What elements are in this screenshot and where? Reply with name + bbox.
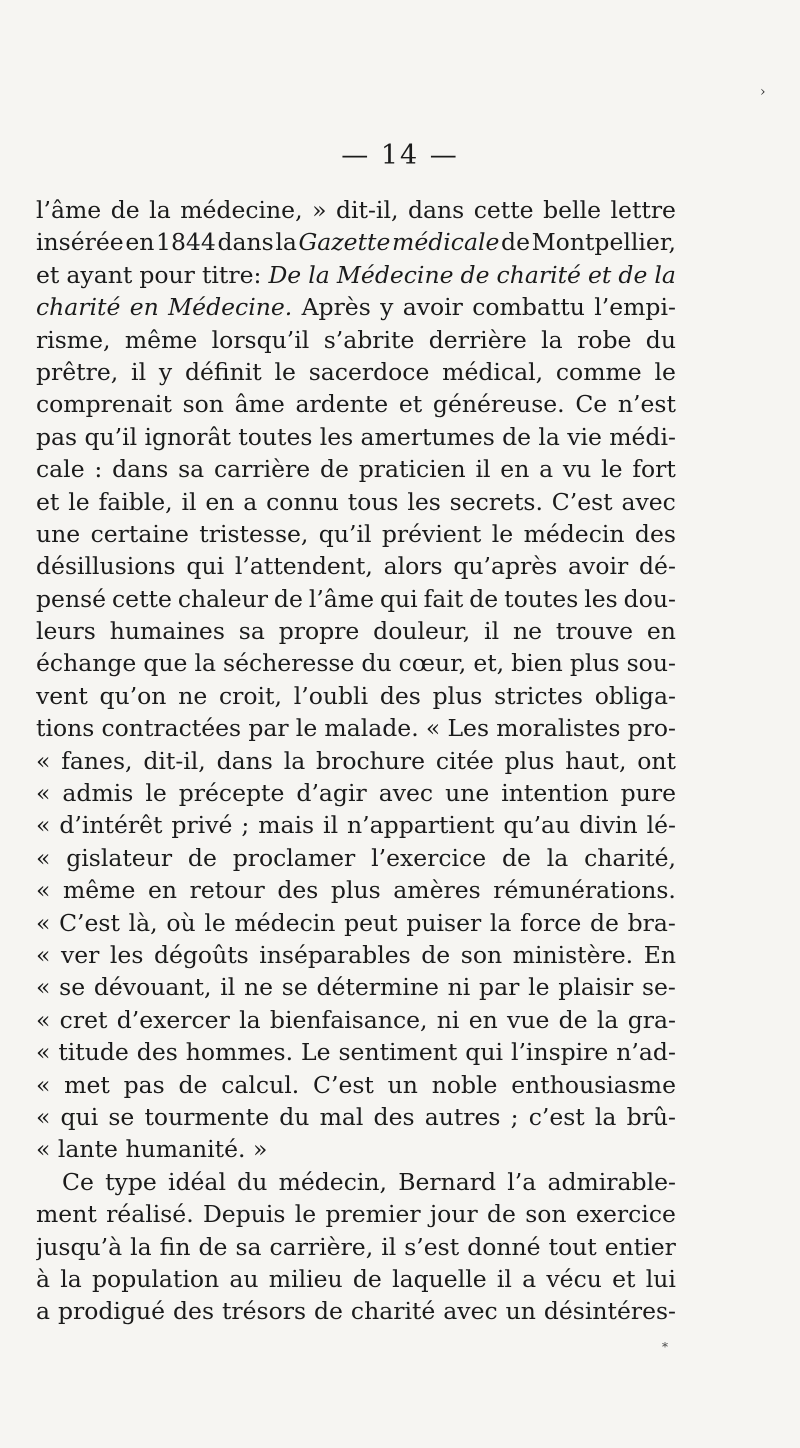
text-line: pensé cette chaleur de l’âme qui fait de toutes les dou- [36, 584, 676, 613]
text-line: « titude des hommes. Le sentiment qui l’inspire n’ad- [36, 1038, 676, 1067]
text-line: tions contractées par le malade. « Les moralistes pro- [36, 714, 676, 743]
body-text [36, 194, 676, 1328]
text-line: « se dévouant, il ne se détermine ni par le plaisir se- [36, 973, 676, 1002]
text-line: « même en retour des plus amères rémunérations. [36, 876, 676, 905]
text-line: jusqu’à la fin de sa carrière, il s’est donné tout entier [36, 1232, 676, 1261]
text-line: « cret d’exercer la bienfaisance, ni en vue de la gra- [36, 1005, 676, 1034]
text-line: et le faible, il en a connu tous les secrets. C’est avec [36, 487, 676, 516]
text-line: charité en Médecine. Après y avoir combattu l’empi- [36, 293, 676, 322]
text-line: « qui se tourmente du mal des autres ; c’est la brû- [36, 1102, 676, 1131]
text-line: à la population au milieu de laquelle il a vécu et lui [36, 1264, 676, 1293]
text-line: « lante humanité. » [36, 1135, 268, 1164]
text-line: échange que la sécheresse du cœur, et, bien plus sou- [36, 649, 676, 678]
text-line: une certaine tristesse, qu’il prévient le médecin des [36, 519, 676, 548]
text-line: a prodigué des trésors de charité avec un désintéres- [36, 1297, 676, 1326]
text-line: risme, même lorsqu’il s’abrite derrière la robe du [36, 325, 676, 354]
text-line: « d’intérêt privé ; mais il n’appartient qu’au divin lé- [36, 811, 676, 840]
text-line: leurs humaines sa propre douleur, il ne trouve en [36, 617, 676, 646]
text-line: ment réalisé. Depuis le premier jour de son exercice [36, 1200, 676, 1229]
text-line: insérée en 1844 dans la Gazette médicale de Montpellier, [36, 228, 676, 257]
text-line: « ver les dégoûts inséparables de son ministère. En [36, 940, 676, 969]
bottom-mark: * [662, 1340, 668, 1354]
text-line: cale : dans sa carrière de praticien il en a vu le fort [36, 455, 676, 484]
text-line: Ce type idéal du médecin, Bernard l’a admirable- [62, 1167, 676, 1196]
text-line: prêtre, il y définit le sacerdoce médical, comme le [36, 357, 676, 386]
corner-mark: › [760, 84, 766, 100]
text-line: « gislateur de proclamer l’exercice de la charité, [36, 843, 676, 872]
text-line: « admis le précepte d’agir avec une intention pure [36, 779, 676, 808]
text-line: et ayant pour titre: De la Médecine de charité et de la [36, 260, 676, 289]
text-line: vent qu’on ne croit, l’oubli des plus strictes obliga- [36, 681, 676, 710]
text-line: comprenait son âme ardente et généreuse. Ce n’est [36, 390, 676, 419]
text-line: « C’est là, où le médecin peut puiser la force de bra- [36, 908, 676, 937]
text-line: désillusions qui l’attendent, alors qu’après avoir dé- [36, 552, 676, 581]
text-line: « met pas de calcul. C’est un noble enthousiasme [36, 1070, 676, 1099]
text-line: l’âme de la médecine, » dit-il, dans cette belle lettre [36, 196, 676, 224]
page-number: — 14 — [341, 140, 459, 171]
text-line: « fanes, dit-il, dans la brochure citée plus haut, ont [36, 746, 676, 775]
text-line: pas qu’il ignorât toutes les amertumes de la vie médi- [36, 422, 676, 451]
